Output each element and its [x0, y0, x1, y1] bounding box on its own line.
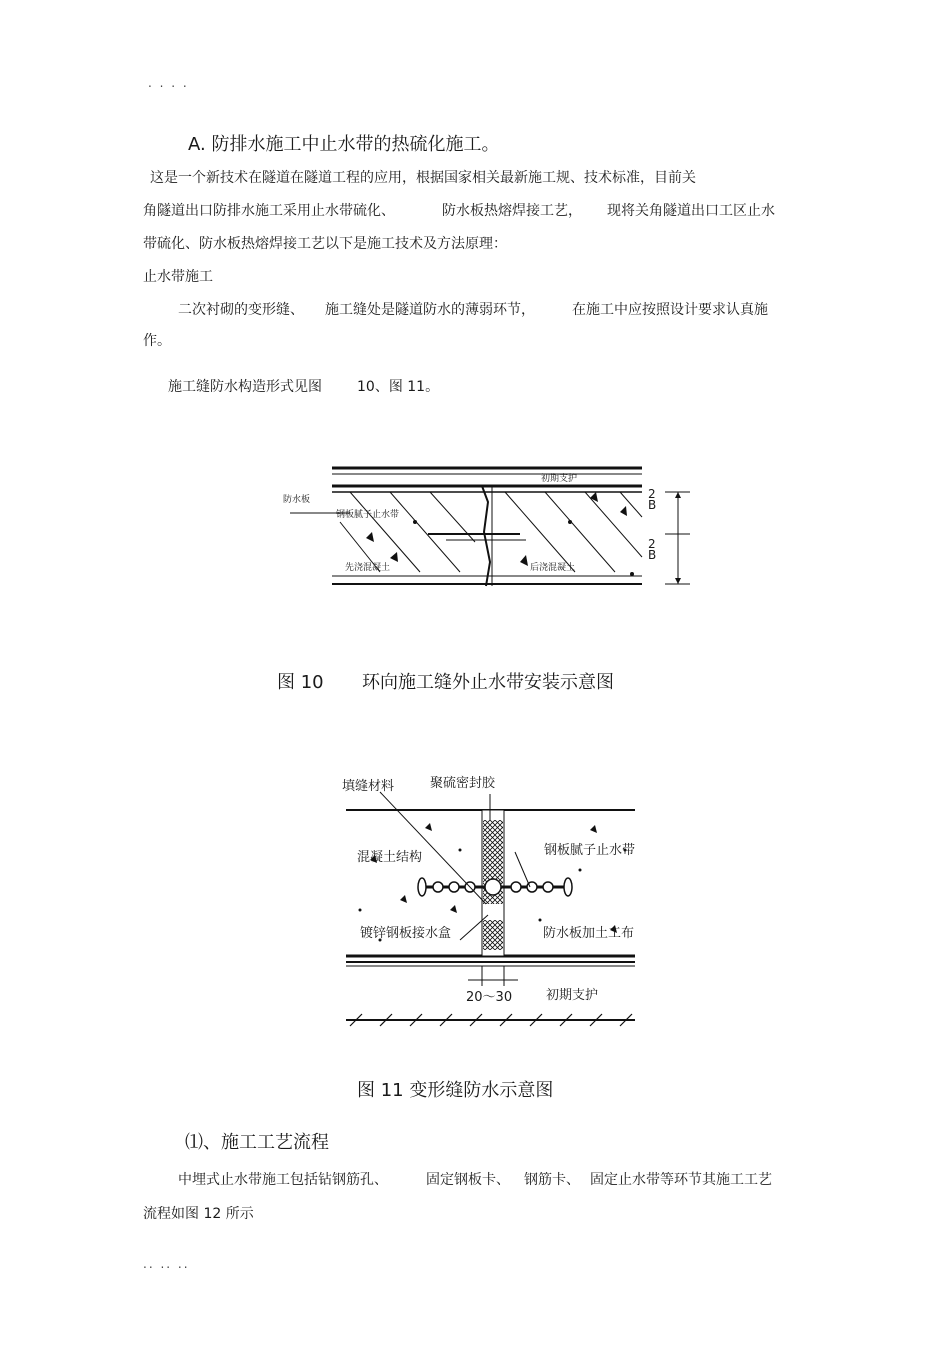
- fig11-label-julv: 聚硫密封胶: [430, 776, 496, 791]
- fig10-dim-1: 2 B: [648, 487, 657, 512]
- header-dots: . . . .: [148, 76, 189, 90]
- fig10-caption-text: 环向施工缝外止水带安装示意图: [362, 672, 614, 693]
- step1-title: ⑴、施工工艺流程: [185, 1132, 329, 1153]
- intro-line-1: 这是一个新技术在隧道在隧道工程的应用，根据国家相关最新施工规、技术标准，目前关: [150, 170, 696, 186]
- section-title: A. 防排水施工中止水带的热硫化施工。: [188, 134, 500, 155]
- fig10-label-zhishuidai: 钢板腻子止水带: [336, 510, 400, 520]
- figref-a: 施工缝防水构造形式见图: [168, 379, 322, 395]
- para3-a: 中埋式止水带施工包括钻钢筋孔、: [178, 1172, 388, 1188]
- para2-a: 二次衬砌的变形缝、: [178, 302, 304, 318]
- para3-e: 流程如图 12 所示: [143, 1206, 254, 1222]
- para3-c: 钢筋卡、: [524, 1172, 580, 1188]
- fig11-label-fangshui: 防水板加土工布: [543, 926, 635, 941]
- figref-b: 10、图 11。: [357, 379, 440, 395]
- fig10-caption-num: 图 10: [277, 672, 324, 693]
- fig10-label-hou: 后浇混凝土: [530, 563, 576, 573]
- fig10-label-xian: 先浇混凝土: [345, 563, 391, 573]
- fig10-label-top: 初期支护: [541, 474, 578, 484]
- fig11-label-gangban: 钢板腻子止水带: [544, 843, 636, 858]
- footer-dots: .. .. ..: [143, 1257, 190, 1271]
- para2-d: 作。: [143, 333, 171, 349]
- para2-b: 施工缝处是隧道防水的薄弱环节，: [325, 302, 535, 318]
- fig11-caption: 图 11 变形缝防水示意图: [357, 1080, 554, 1101]
- intro-line-3: 带硫化、防水板热熔焊接工艺以下是施工技术及方法原理：: [143, 236, 507, 252]
- para3-d: 固定止水带等环节其施工工艺: [590, 1172, 772, 1188]
- fig11-label-hunningtu: 混凝土结构: [357, 850, 423, 865]
- fig11-label-dim: 20～30: [466, 990, 513, 1005]
- subhead-zhishuidai: 止水带施工: [143, 269, 213, 285]
- intro-line-2a: 角隧道出口防排水施工采用止水带硫化、: [143, 203, 395, 219]
- para2-c: 在施工中应按照设计要求认真施: [572, 302, 768, 318]
- fig10-label-fangshuiban: 防水板: [283, 495, 311, 505]
- fig11-label-duxin: 镀锌钢板接水盒: [360, 926, 452, 941]
- figure-10-diagram: [270, 462, 710, 597]
- fig11-label-tianfeng: 填缝材料: [342, 779, 395, 794]
- intro-line-2c: 现将关角隧道出口工区止水: [607, 203, 775, 219]
- intro-line-2b: 防水板热熔焊接工艺，: [442, 203, 582, 219]
- para3-b: 固定钢板卡、: [426, 1172, 510, 1188]
- fig10-dim-2: 2 B: [648, 537, 657, 562]
- fig11-label-chuqi: 初期支护: [546, 988, 599, 1003]
